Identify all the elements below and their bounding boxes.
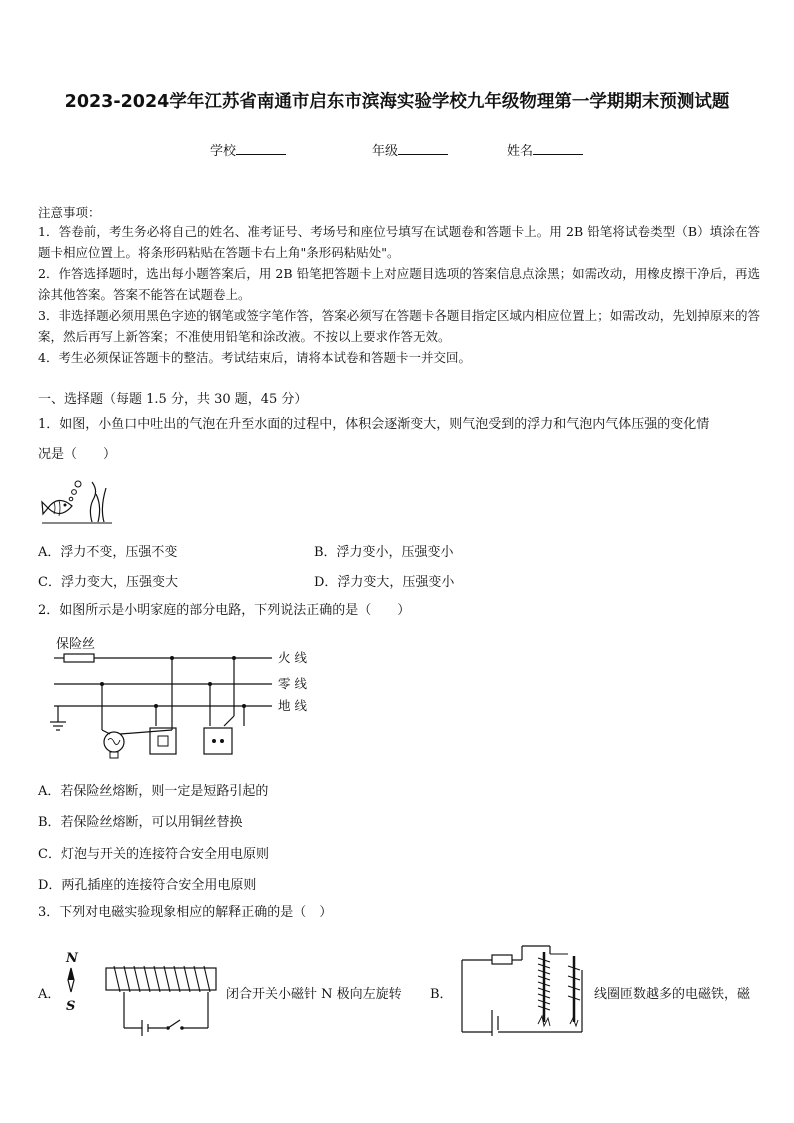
q3-option-b-label[interactable]: B． (430, 987, 453, 1002)
school-label: 学校 (210, 144, 237, 159)
q3-option-a-label[interactable]: A． (38, 987, 61, 1002)
needle-s-label: S (66, 999, 76, 1014)
page-title: 2023-2024学年江苏省南通市启东市滨海实验学校九年级物理第一学期期末预测试题 (64, 92, 730, 112)
fish-figure (40, 478, 120, 526)
notice-heading: 注意事项： (38, 205, 101, 220)
q1-option-d[interactable]: D．浮力变大，压强变小 (314, 575, 455, 590)
neutral-wire-label: 零 线 (278, 676, 307, 691)
q1-option-a[interactable]: A．浮力不变，压强不变 (38, 545, 178, 560)
q1-stem-line1: 1．如图，小鱼口中吐出的气泡在升至水面的过程中，体积会逐渐变大，则气泡受到的浮力和气泡内气体压强的变化情 (38, 417, 710, 432)
name-blank (533, 142, 583, 155)
solenoid-figure (62, 948, 224, 1036)
grade-label: 年级 (372, 144, 399, 159)
q2-stem: 2．如图所示是小明家庭的部分电路，下列说法正确的是（ ） (38, 603, 411, 618)
grade-blank (398, 142, 448, 155)
notice-item-1: 1．答卷前，考生务必将自己的姓名、准考证号、考场号和座位号填写在试题卷和答题卡上。用 2B 铅笔将试卷类型（B）填涂在答题卡相应位置上。将条形码粘贴在答题卡右上角"条形码粘贴处"。 (38, 224, 760, 260)
q2-option-d[interactable]: D．两孔插座的连接符合安全用电原则 (38, 878, 257, 893)
q3-option-b-text[interactable]: 线圈匝数越多的电磁铁，磁 (594, 987, 751, 1002)
q1-stem-line2: 况是（ ） (38, 447, 117, 462)
live-wire-label: 火 线 (278, 650, 307, 665)
needle-n-label: N (66, 951, 78, 966)
school-blank (236, 142, 286, 155)
notice-item-2: 2．作答选择题时，选出每小题答案后，用 2B 铅笔把答题卡上对应题目选项的答案信息点涂黑；如需改动，用橡皮擦干净后，再选涂其他答案。答案不能答在试题卷上。 (38, 266, 760, 302)
school-field (210, 140, 286, 159)
name-field (507, 140, 583, 159)
ground-wire-label: 地 线 (278, 698, 307, 713)
section-heading: 一、选择题（每题 1.5 分，共 30 题，45 分） (38, 392, 308, 407)
fuse-label: 保险丝 (56, 637, 96, 652)
q2-option-a[interactable]: A．若保险丝熔断，则一定是短路引起的 (38, 784, 269, 799)
q1-option-c[interactable]: C．浮力变大，压强变大 (38, 575, 178, 590)
name-label: 姓名 (507, 144, 534, 159)
electromagnet-figure (456, 940, 590, 1040)
q1-option-b[interactable]: B．浮力变小，压强变小 (314, 545, 454, 560)
notice-item-4: 4．考生必须保证答题卡的整洁。考试结束后，请将本试卷和答题卡一并交回。 (38, 350, 471, 365)
notice-item-3: 3．非选择题必须用黑色字迹的钢笔或签字笔作答，答案必须写在答题卡各题目指定区域内相应位置上；如需改动，先划掉原来的答案，然后再写上新答案；不准使用铅笔和涂改液。不按以上要求作答无效。 (38, 308, 760, 344)
q2-option-c[interactable]: C．灯泡与开关的连接符合安全用电原则 (38, 847, 269, 862)
q3-stem: 3．下列对电磁实验现象相应的解释正确的是（ ） (38, 905, 333, 920)
q2-option-b[interactable]: B．若保险丝熔断，可以用铜丝替换 (38, 815, 243, 830)
grade-field (372, 140, 448, 159)
circuit-figure (44, 630, 324, 776)
q3-option-a-text[interactable]: 闭合开关小磁针 N 极向左旋转 (226, 987, 402, 1002)
